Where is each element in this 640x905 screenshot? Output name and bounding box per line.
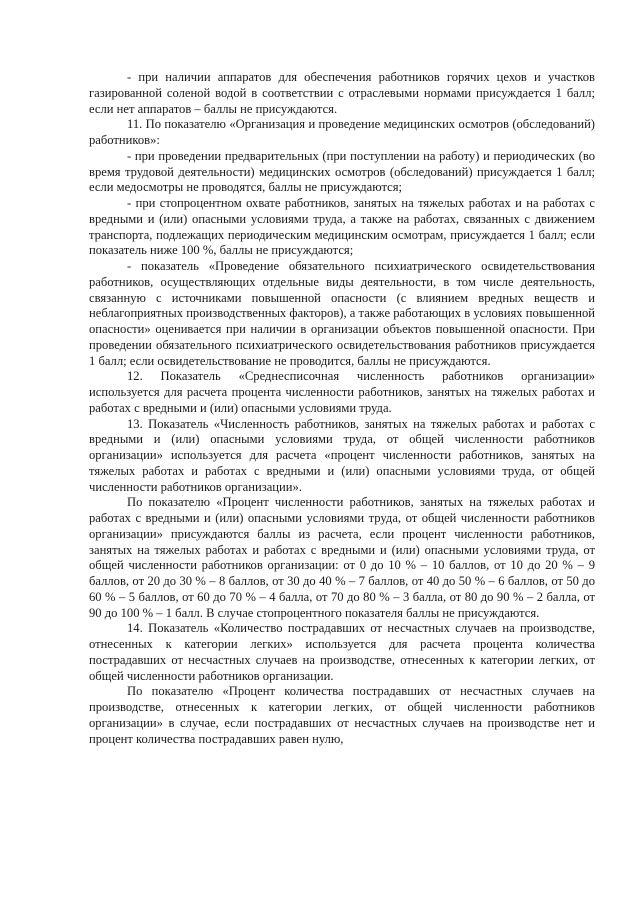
document-body: [89, 70, 595, 747]
paragraph-item-13: 13. Показатель «Численность работников, занятых на тяжелых работах и работах с вредными и (или) опасными условиями труда, от общей численности работников организации» используется для расчета «процент численности работников, занятых на тяжелых работах и работах с вредными и (или) опасными условиями труда, от общей численности работников организации».: [89, 416, 595, 494]
paragraph-injury-percent: По показателю «Процент количества пострадавших от несчастных случаев на производстве, отнесенных к категории легких, от общей численности работников организации» в случае, если пострадавших от несчастных случаев на производстве нет и процент количества пострадавших равен нулю,: [89, 684, 595, 746]
paragraph-water-apparatus: - при наличии аппаратов для обеспечения работников горячих цехов и участков газированной соленой водой в соответствии с отраслевыми нормами присуждается 1 балл; если нет аппаратов – баллы не присуждаются.: [89, 70, 595, 116]
paragraph-full-coverage: - при стопроцентном охвате работников, занятых на тяжелых работах и на работах с вредными и (или) опасными условиями труда, а также на работах, связанных с движением транспорта, подлежащих периодическим медицинским осмотрам, присуждается 1 балл; если показатель ниже 100 %, баллы не присуждаются;: [89, 196, 595, 258]
paragraph-item-12: 12. Показатель «Среднесписочная численность работников организации» используется для расчета процента численности работников, занятых на тяжелых работах и работах с вредными и (или) опасными условиями труда.: [89, 369, 595, 415]
paragraph-psychiatric-exam: - показатель «Проведение обязательного психиатрического освидетельствования работников, осуществляющих отдельные виды деятельности, в том числе деятельность, связанную с источниками повышенной опасности (с влиянием вредных веществ и неблагоприятных производственных факторов), а также работающих в условиях повышенной опасности» оценивается при наличии в организации объектов повышенной опасности. При проведении обязательного психиатрического освидетельствования работников присуждается 1 балл; если освидетельствование не проводится, баллы не присуждаются.: [89, 259, 595, 368]
paragraph-item-11-heading: 11. По показателю «Организация и проведение медицинских осмотров (обследований) работников»:: [89, 117, 595, 147]
paragraph-medical-exams: - при проведении предварительных (при поступлении на работу) и периодических (во время трудовой деятельности) медицинских осмотров (обследований) присуждается 1 балл; если медосмотры не проводятся, баллы не присуждаются;: [89, 148, 595, 195]
paragraph-item-14: 14. Показатель «Количество пострадавших от несчастных случаев на производстве, отнесенных к категории легких» используется для расчета процента количества пострадавших от несчастных случаев на производстве, отнесенных к категории легких, от общей численности работников организации.: [89, 621, 595, 683]
paragraph-scoring-percent: По показателю «Процент численности работников, занятых на тяжелых работах и работах с вредными и (или) опасными условиями труда, от общей численности работников организации» присуждаются баллы из расчета, если процент численности работников, занятых на тяжелых работах и работах с вредными и (или) опасными условиями труда, от общей численности работников организации: от 0 до 10 % – 10 баллов, от 10 до 20 % – 9 баллов, от 20 до 30 % – 8 баллов, от 30 до 40 % – 7 баллов, от 40 до 50 % – 6 баллов, от 50 до 60 % – 5 баллов, от 60 до 70 % – 4 балла, от 70 до 80 % – 3 балла, от 80 до 90 % – 2 балла, от 90 до 100 % – 1 балл. В случае стопроцентного показателя баллы не присуждаются.: [89, 495, 595, 620]
